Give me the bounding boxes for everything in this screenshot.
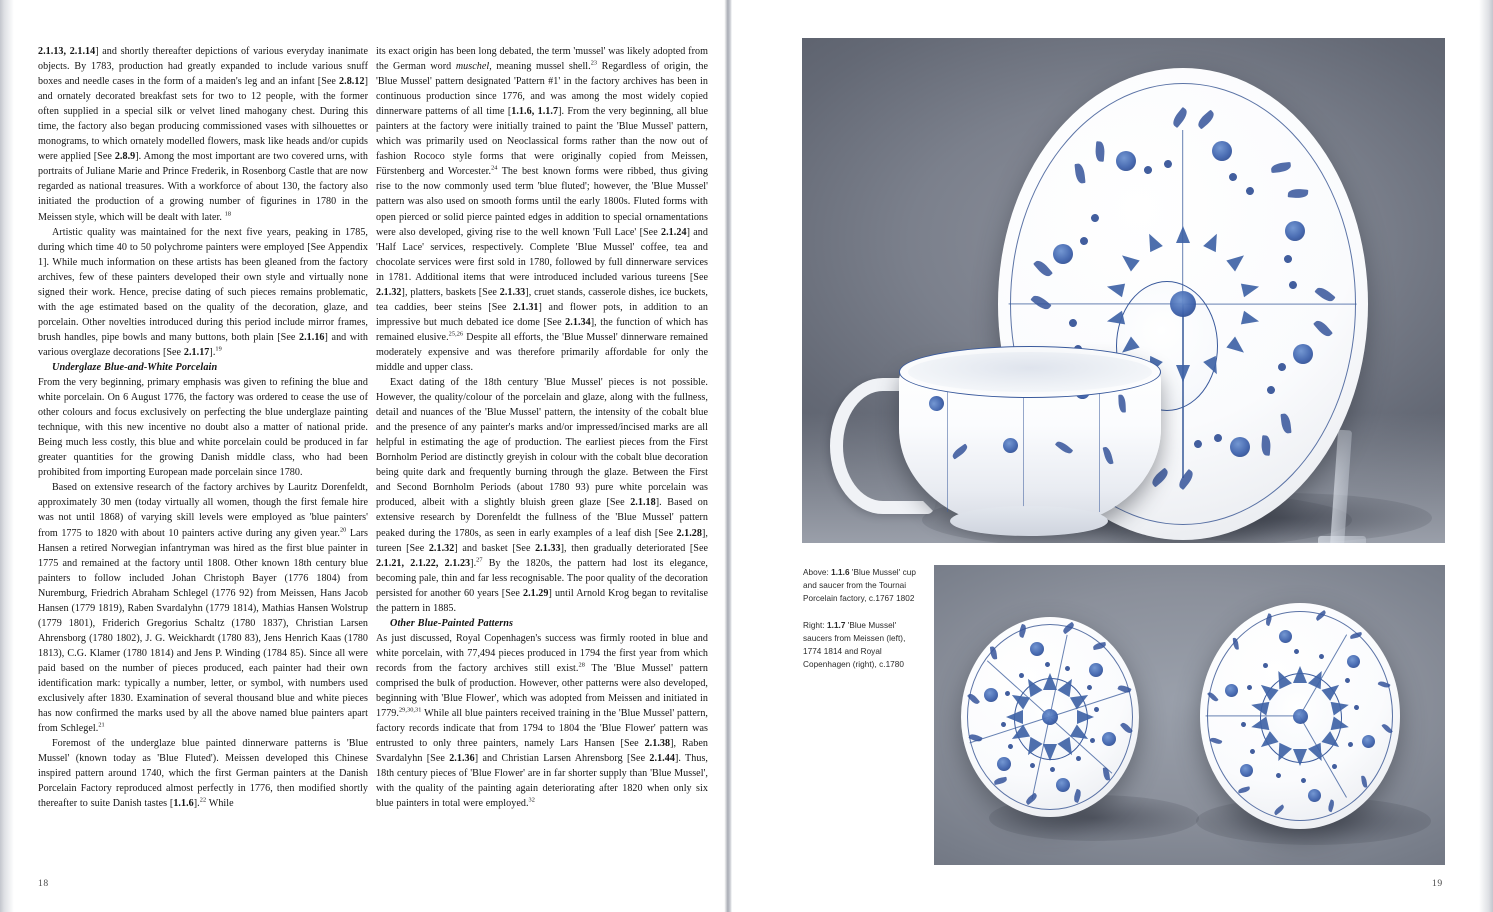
pattern-leaf <box>1102 446 1113 465</box>
pattern-petal <box>1043 744 1057 761</box>
figure-image-two-saucers <box>934 565 1445 865</box>
page-number-left: 18 <box>38 878 49 889</box>
pattern-flower <box>1116 151 1136 171</box>
pattern-petal <box>1043 673 1057 690</box>
pattern-flower <box>1240 764 1253 777</box>
section-subheading: Underglaze Blue-and-White Porcelain <box>52 361 218 373</box>
pattern-petal <box>1293 749 1307 766</box>
pattern-bud <box>1262 662 1267 667</box>
pattern-divider-line <box>1183 303 1357 304</box>
pattern-center-motif <box>1170 291 1196 317</box>
pattern-flower <box>1003 438 1019 454</box>
figure-image-cup-and-saucer <box>802 38 1445 543</box>
pattern-divider-line <box>1206 715 1300 716</box>
pattern-petal <box>1077 710 1094 724</box>
caption-right: Right: 1.1.7 'Blue Mussel' saucers from Meissen (left), 1774 1814 and Royal Copenhagen (right), c.1780 <box>803 620 906 670</box>
body-column-2: its exact origin has been long debated, the term 'mussel' was likely adopted from the German word muschel, meaning mussel shell.$^{23}$ Regardless of origin, the 'Blue Mussel' pattern designated 'Pattern #1' in the factory archives has been in continuous production since 1776, and was among the most widely copied dinnerware patterns of all time [1.1.6, 1.1.7]. From the very beginning, all blue painters at the factory were initially trained to paint the 'Blue Mussel' pattern, which was primarily used on Neoclassical forms rather than the now out of fashion Rococo style forms that were originally copied from Meissen, Fürstenberg and Worcester.$^{24}$ The best known forms were ribbed, thus giving rise to the now commonly used term 'blue fluted'; however, the 'Blue Mussel' pattern was also used on smooth forms until the early 1800s. Fluted forms with open pierced or solid pierce painted edges in addition to special ornamentations were also developed, giving rise to the well known 'Full Lace' [See 2.1.24] and 'Half Lace' services, respectively. Complete 'Blue Mussel' coffee, tea and chocolate services were first sold in 1780, followed by full dinnerware services in 1781. Additional items that were introduced included various tureens [See 2.1.32], platters, baskets [See 2.1.33], cruet stands, casserole dishes, ice buckets, tea caddies, beer steins [See 2.1.31] and flower pots, in addition to an impressive but much debated ice dome [See 2.1.34], the function of which has remained elusive.$^{25,26}$ Despite all efforts, the 'Blue Mussel' dinnerware remained moderately expensive and was therefore primarily affordable for only the middle and upper class. Exact dating of the 18th century 'Blue Mussel' pieces is not possible. However, the quality/colour of the porcelain and glaze, along with the fullness, detail and nuances of the 'Blue Mussel' pattern, the intensity of the cobalt blue and the presence of any painter's marks and/or impressed/incised marks are all helpful in estimating the age of production. The earliest pieces from the First Bornholm Period are distinctly greyish in colour with the cobalt blue decoration being quite dark and frequently burning through the glaze. Between the First and Second Bornholm Periods (about 1780 93) pure white porcelain was produced, albeit with a slightly bluish green glaze [See 2.1.18]. Based on extensive research by Dorenfeldt the fullness of the 'Blue Mussel' pattern peaked during the 1780s, as seen in early examples of a leaf dish [See 2.1.28], tureen [See 2.1.32] and basket [See 2.1.33], then gradually deteriorated [See 2.1.21, 2.1.22, 2.1.23].$^{27}$ By the 1820s, the pattern had lost its elegance, becoming pale, thin and far less recognisable. The poor quality of the decoration persisted for another 60 years [See 2.1.29] until Arnold Krog began to revitalise the pattern in 1885. Other Blue-Painted Patterns As just discussed, Royal Copenhagen's success was firmly rooted in blue and white porcelain, with 77,494 pieces produced in 1794 the first year from which records from the factory archives still exist.$^{28}$ The 'Blue Mussel' pattern comprised the bulk of production. However, other patterns were also developed, beginning with 'Blue Flower', which was adopted from Meissen and initiated in 1779.$^{29,30,31}$ While all blue painters received training in the 'Blue Mussel' pattern, factory records indicate that from 1794 to 1804 the 'Blue Flower' pattern was entrusted to only three painters, namely Lars Hansen [See 2.1.38], Raben Svardalyhn [See 2.1.36] and Christian Larsen Ahrensborg [See 2.1.44]. Thus, 18th century pieces of 'Blue Flower' are in far shorter supply than 'Blue Mussel', with the quality of the painting again deteriorating after 1820 when only six blue painters in total were employed.$^{32}$ <box>376 46 709 810</box>
saucer-meissen <box>961 617 1139 817</box>
pattern-flower <box>1030 642 1044 656</box>
pattern-petal <box>1176 365 1190 382</box>
pattern-divider-line <box>1182 304 1183 478</box>
section-subheading: Other Blue-Painted Patterns <box>390 617 514 629</box>
pattern-flower <box>997 757 1011 771</box>
cup-foot <box>950 506 1108 536</box>
page-number-right: 19 <box>1432 878 1443 889</box>
pattern-flower <box>1362 735 1375 748</box>
left-page <box>0 0 726 912</box>
pattern-bud <box>1019 673 1024 678</box>
pattern-flower <box>1056 778 1070 792</box>
pattern-petal <box>1293 666 1307 683</box>
body-column-1: 2.1.13, 2.1.14] and shortly thereafter depictions of various everyday inanimate objects. By 1783, production had greatly expanded to include various snuff boxes and needle cases in the form of a maiden's leg and an infant [See 2.8.12] and ornately decorated breakfast sets for two to 12 people, with the former often supplied in a special silk or velvet lined mahogany chest. During this time, the factory also began producing commissioned vases with silhouettes or monograms, to which ornately modelled flowers, mask like heads and/or cupids were applied [See 2.8.9]. Among the most important are two covered urns, with portraits of Juliane Marie and Prince Frederik, in Rosenborg Castle that are now regarded as national treasures. With a workforce of about 130, the factory also initiated the production of a growing number of figurines in 1780 in the Meissen style, which will be dealt with later. $^{18}$ Artistic quality was maintained for the next five years, peaking in 1785, during which time 40 to 50 polychrome painters were employed [See Appendix 1]. While much information on these artists has been gleaned from the factory archives, few of these painters developed their own style and virtually none signed their work. Hence, precise dating of such pieces remains problematic, with the age estimated based on the quality of the decoration, glaze, and porcelain. Other novelties introduced during this period include mirror frames, brush handles, pipe bowls and many buttons, both plain [See 2.1.16] and with various overglaze decorations [See 2.1.17].$^{19}$ Underglaze Blue-and-White Porcelain From the very beginning, primary emphasis was given to refining the blue and white porcelain. On 6 August 1776, the factory was ordered to cease the use of other colours and focus exclusively on perfecting the blue underglaze painting technique, with this new incentive no doubt also a matter of national pride. Being much less costly, this blue and white porcelain could be produced in far greater quantities for the growing Danish middle class, who had been prohibited from importing European made porcelain since 1780. Based on extensive research of the factory archives by Lauritz Dorenfeldt, approximately 30 men (today virtually all women, though the first female hire was not until 1868) of varying skill levels were employed as 'blue painters' from 1775 to 1820 with about 10 painters active during any given year.$^{20}$ Lars Hansen a retired Norwegian infantryman was hired as the first blue painter in 1775 and remained at the factory until 1808. Other known 18th century blue painters to follow included Johan Christoph Bayer (1776 1804) from Nuremburg, Friedrich Abraham Schlegel (1776 92) from Meissen, Hans Jacob Hansen (1779 1819), Raben Svardalyhn (1779 1814), Mathias Hansen Wolstrup (1779 1801), Friderich Gregorius Schaltz (1780 1837), Christian Larsen Ahrensborg (1780 1802), J. G. Weickhardt (1780 83), Jens Henrich Kaas (1780 1813), C.G. Klamer (1780 1814) and Jens P. Winding (1784 85). Since all were paid based on the number of pieces produced, each painter had their own identification mark: typically a number, letter, or symbol, with numbers used exclusively after 1830. Examination of several thousand blue and white pieces has now confirmed the marks used by all the above named blue painters apart from Schlegel.$^{21}$ Foremost of the underglaze blue painted dinnerware patterns is 'Blue Mussel' (known today as 'Blue Fluted'). Meissen developed this Chinese inspired pattern around 1740, which the first German painters at the Danish Porcelain Factory reproduced almost perfectly in 1776, then modified shortly thereafter to suite Danish tastes [1.1.6].$^{22}$ While <box>38 46 369 810</box>
figure-captions <box>803 566 921 671</box>
pattern-flower <box>1102 732 1116 746</box>
pattern-leaf <box>1118 394 1126 412</box>
pattern-petal <box>1006 710 1023 724</box>
pattern-leaf <box>1055 439 1074 456</box>
pattern-center-motif <box>1042 709 1058 725</box>
pattern-flower <box>926 393 946 413</box>
pattern-flower <box>1279 630 1292 643</box>
pattern-flower <box>1347 655 1360 668</box>
pattern-flower <box>1293 344 1313 364</box>
pattern-leaf <box>951 443 970 459</box>
cup-interior <box>908 352 1152 392</box>
pattern-center-motif <box>1293 709 1308 724</box>
pattern-petal <box>1176 226 1190 243</box>
caption-above: Above: 1.1.6 'Blue Mussel' cup and saucer from the Tournai Porcelain factory, c.1767 1802 <box>803 568 916 604</box>
acrylic-stand-foot <box>1318 536 1366 543</box>
pattern-flower <box>1212 141 1232 161</box>
saucer-royal-copenhagen <box>1200 603 1400 829</box>
